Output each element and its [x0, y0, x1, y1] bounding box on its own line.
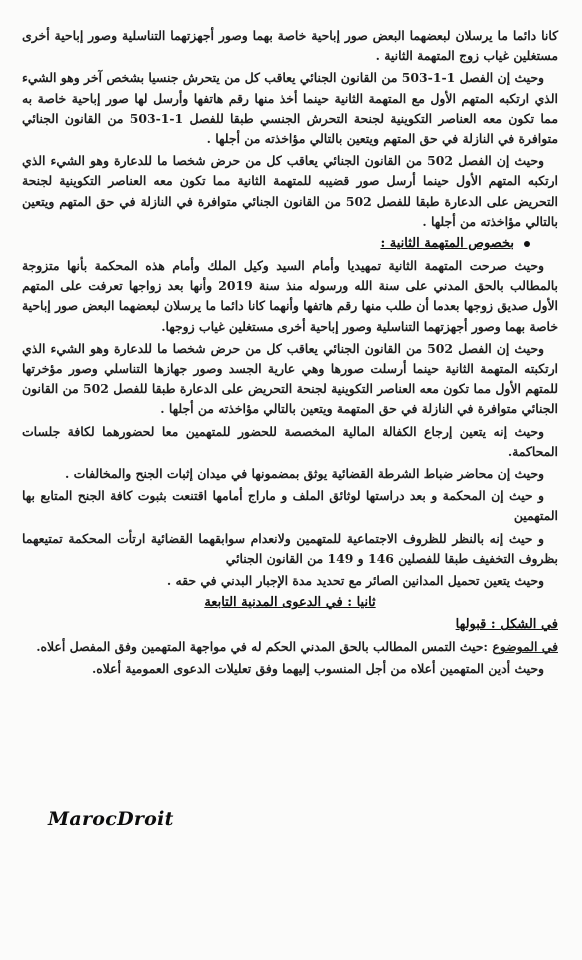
paragraph-9: و حيث إنه بالنظر للظروف الاجتماعية للمتهمين ولانعدام سوابقهما القضائية ارتأت المحكمة تمتيعهما بظروف التخفيف طبقا للفصلين 146 و 149 من القانون الجنائي [22, 530, 558, 566]
watermark-logo: MarocDroit [48, 808, 174, 830]
substance-paragraph [22, 637, 558, 657]
form-heading: في الشكل : قبولها [455, 617, 558, 633]
paragraph-7: وحيث إن محاضر ضباط الشرطة القضائية يوثق بمضمونها في ميدان إثبات الجنح والمخالفات . [65, 466, 544, 482]
second-defendant-heading [22, 234, 558, 254]
substance-label: في الموضوع [492, 639, 558, 655]
final-paragraph: وحيث أدين المتهمين أعلاه من أجل المنسوب إليهما وفق تعليلات الدعوى العمومية أعلاه. [91, 661, 544, 677]
civil-action-section-title: ثانيا : في الدعوى المدنية التابعة [204, 595, 376, 611]
paragraph-6: وحيث إنه يتعين إرجاع الكفالة المالية المخصصة للحضور للمتهمين معا لحضورهما لكافة جلسات المحاكمة. [22, 423, 558, 459]
paragraph-2: وحيث إن الفصل 1-1-503 من القانون الجنائي يعاقب كل من يتحرش جنسيا بشخص آخر وهو الشيء الذي ارتكبه المتهم الأول مع المتهمة الثانية حينما أخذ منها رقم هاتفها وأرسل لها صور إباحية خاصة به مما تكون معه العناصر التكوينية لجنحة التحرش الجنسي طبقا للفصل 1-1-503 من القانون الجنائي متوافرة في النازلة في حق المتهم ويتعين بالتالي مؤاخذته من أجلها . [22, 70, 558, 147]
paragraph-1: كانا دائما ما يرسلان لبعضهما البعض صور إباحية خاصة بهما وصور أجهزتهما التناسلية وصور إباحية أخرى مستغلين غياب زوج المتهمة الثانية . [22, 28, 558, 64]
paragraph-10: وحيث يتعين تحميل المدانين الصائر مع تحديد مدة الإجبار البدني في حقه . [166, 573, 544, 589]
substance-text: :حيث التمس المطالب بالحق المدني الحكم له في مواجهة المتهمين وفق المفصل أعلاه. [36, 639, 488, 655]
bullet-icon [524, 241, 530, 247]
paragraph-8: و حيث إن المحكمة و بعد دراستها لوثائق الملف و ماراج أمامها اقتنعت بثبوت كافة الجنح المتابع بها المتهمين [22, 488, 558, 524]
paragraph-3: وحيث إن الفصل 502 من القانون الجنائي يعاقب كل من حرض شخصا ما للدعارة وهو الشيء الذي ارتكبه المتهم الأول حينما أرسل صور قضيبه للمتهمة الثانية مما تكون معه العناصر التكوينية لجنحة التحريض على الدعارة طبقا للفصل 502 من القانون الجنائي متوافرة في النازلة في حق المتهم ويتعين بالتالي مؤاخذته من أجلها . [22, 153, 558, 229]
paragraph-4: وحيث صرحت المتهمة الثانية تمهيديا وأمام السيد وكيل الملك وأمام هذه المحكمة بأنها متزوجة بالمطالب بالحق المدني على سنة الله ورسوله منذ سنة 2019 وأنها بعد زواجها تعرفت على المتهم الأول صديق زوجها بعدما أن طلب منها رقم هاتفها وأنهما كانا دائما ما يرسلان لبعضهما البعض صور إباحية خاصة بهما وصور أجهزتهما التناسلية وصور إباحية أخرى مستغلين غياب زوجها. [22, 258, 558, 334]
paragraph-5: وحيث إن الفصل 502 من القانون الجنائي يعاقب كل من حرض شخصا ما للدعارة وهو الشيء الذي ارتكبته المتهمة الثانية حينما أرسلت صورها وهي عارية الجسد وصور جهازها التناسلي وصور مؤخرتها للمتهم الأول مما تكون معه العناصر التكوينية لجنحة التحريض على الدعارة طبقا للفصل 502 من القانون الجنائي متوافرة في النازلة في حق المتهمة ويتعين بالتالي مؤاخذته من أجلها . [22, 340, 558, 417]
second-defendant-heading-text: بخصوص المتهمة الثانية : [380, 236, 514, 252]
